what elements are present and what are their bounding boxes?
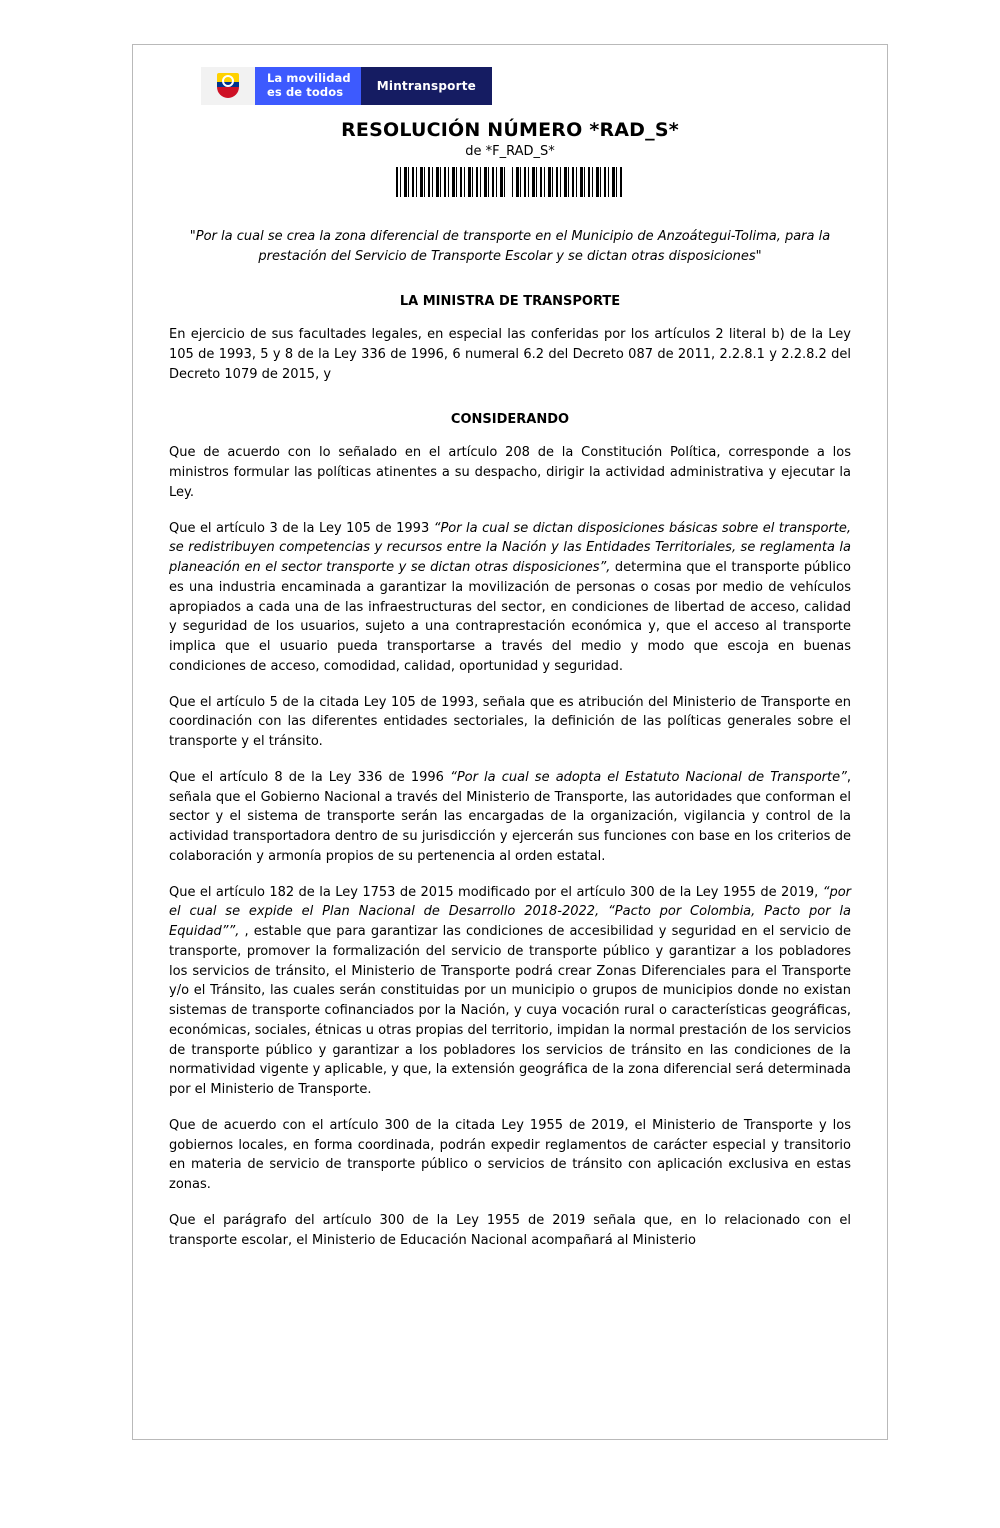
issuer-heading: LA MINISTRA DE TRANSPORTE <box>399 294 621 309</box>
document-subject: "Por la cual se crea la zona diferencial de transporte en el Municipio de Anzoátegui-Tolima, para la prestación del Servicio de Transporte Escolar y se dictan otras disposiciones" <box>189 229 831 264</box>
paragraph-2-post: determina que el transporte público es una industria encaminada a garantizar la movilización de personas o cosas por medio de vehículos apropiados a cada una de las infraestructuras del sector, en condiciones de libertad de acceso, calidad y seguridad de los usuarios, sujeto a una contraprestación económica y, que el acceso al transporte implica que el usuario pueda transportarse a través del medio y modo que escoja en buenas condiciones de acceso, comodidad, calidad, oportunidad y seguridad. <box>169 560 851 674</box>
barcode-image <box>396 167 624 201</box>
paragraph-2-pre: Que el artículo 3 de la Ley 105 de 1993 <box>169 520 434 536</box>
institutional-logo <box>201 67 851 105</box>
tagline-line-1: La movilidad <box>267 71 351 86</box>
paragraph-5-quote: “por el cual se expide el Plan Nacional de Desarrollo 2018-2022, “Pacto por Colombia, Pacto por la Equidad””, <box>169 884 851 939</box>
tagline-line-2: es de todos <box>267 85 344 99</box>
powers-paragraph: En ejercicio de sus facultades legales, en especial las conferidas por los artículos 2 literal b) de la Ley 105 de 1993, 5 y 8 de la Ley 336 de 1996, 6 numeral 6.2 del Decreto 087 de 2011, 2.2.8.1 y 2.2.8.2 del Decreto 1079 de 2015, y <box>169 327 851 382</box>
paragraph-5 <box>169 883 851 1100</box>
paragraph-4 <box>169 768 851 867</box>
paragraph-4-pre: Que el artículo 8 de la Ley 336 de 1996 <box>169 769 451 785</box>
resolution-number: *RAD_S* <box>589 119 679 141</box>
paragraph-6: Que de acuerdo con el artículo 300 de la citada Ley 1955 de 2019, el Ministerio de Transporte y los gobiernos locales, en forma coordinada, podrán expedir reglamentos de carácter especial y transitorio en materia de servicio de transporte público o servicios de tránsito con aplicación exclusiva en estas zonas. <box>169 1117 851 1192</box>
paragraph-2-quote: “Por la cual se dictan disposiciones básicas sobre el transporte, se redistribuyen competencias y recursos entre la Nación y las Entidades Territoriales, se reglamenta la planeación en el sector transporte y se dictan otras disposiciones”, <box>169 520 851 575</box>
paragraph-3: Que el artículo 5 de la citada Ley 105 de 1993, señala que es atribución del Ministerio de Transporte en coordinación con las diferentes entidades sectoriales, la definición de las políticas generales sobre el transporte y el tránsito. <box>169 694 851 749</box>
resolution-date: de *F_RAD_S* <box>465 144 555 159</box>
government-tagline <box>255 67 361 105</box>
page-title <box>169 119 851 141</box>
paragraph-4-post: , señala que el Gobierno Nacional a través del Ministerio de Transporte, las autoridades que conforman el sector y el sistema de transporte serán las encargadas de la organización, vigilancia y control de la actividad transportadora dentro de su jurisdicción y ejercerán sus funciones con base en los criterios de colaboración y armonía propios de su pertenencia al orden estatal. <box>169 769 852 864</box>
paragraph-1: Que de acuerdo con lo señalado en el artículo 208 de la Constitución Política, corresponde a los ministros formular las políticas atinentes a su despacho, dirigir la actividad administrativa y ejecutar la Ley. <box>169 445 851 500</box>
paragraph-5-pre: Que el artículo 182 de la Ley 1753 de 2015 modificado por el artículo 300 de la Ley 1955 de 2019, <box>169 884 823 900</box>
ministry-name: Mintransporte <box>361 67 492 105</box>
resolution-label: RESOLUCIÓN NÚMERO <box>341 119 583 141</box>
paragraph-7: Que el parágrafo del artículo 300 de la Ley 1955 de 2019 señala que, en lo relacionado con el transporte escolar, el Ministerio de Educación Nacional acompañará al Ministerio <box>169 1212 851 1248</box>
paragraph-2 <box>169 519 851 677</box>
document-sheet <box>132 44 888 1440</box>
paragraph-5-post: , estable que para garantizar las condiciones de accesibilidad y seguridad en el servicio de transporte, promover la formalización del servicio de transporte público y garantizar a los pobladores los servicios de tránsito, el Ministerio de Transporte podrá crear Zonas Diferenciales para el Transporte y/o el Tránsito, las cuales serán constituidas por un municipio o grupos de municipios donde no existan sistemas de transporte cofinanciados por la Nación, y cuya vocación rural o características geográficas, económicas, sociales, étnicas u otras propias del territorio, impidan la normal prestación de los servicios de transporte público y garantizar a los pobladores los servicios de tránsito en las condiciones de la normatividad vigente y aplicable, y que, la extensión geográfica de la zona diferencial será determinada por el Ministerio de Transporte. <box>169 924 851 1097</box>
considering-heading: CONSIDERANDO <box>450 412 570 428</box>
paragraph-4-quote: “Por la cual se adopta el Estatuto Nacional de Transporte” <box>450 769 847 785</box>
coat-of-arms-icon <box>201 67 255 105</box>
